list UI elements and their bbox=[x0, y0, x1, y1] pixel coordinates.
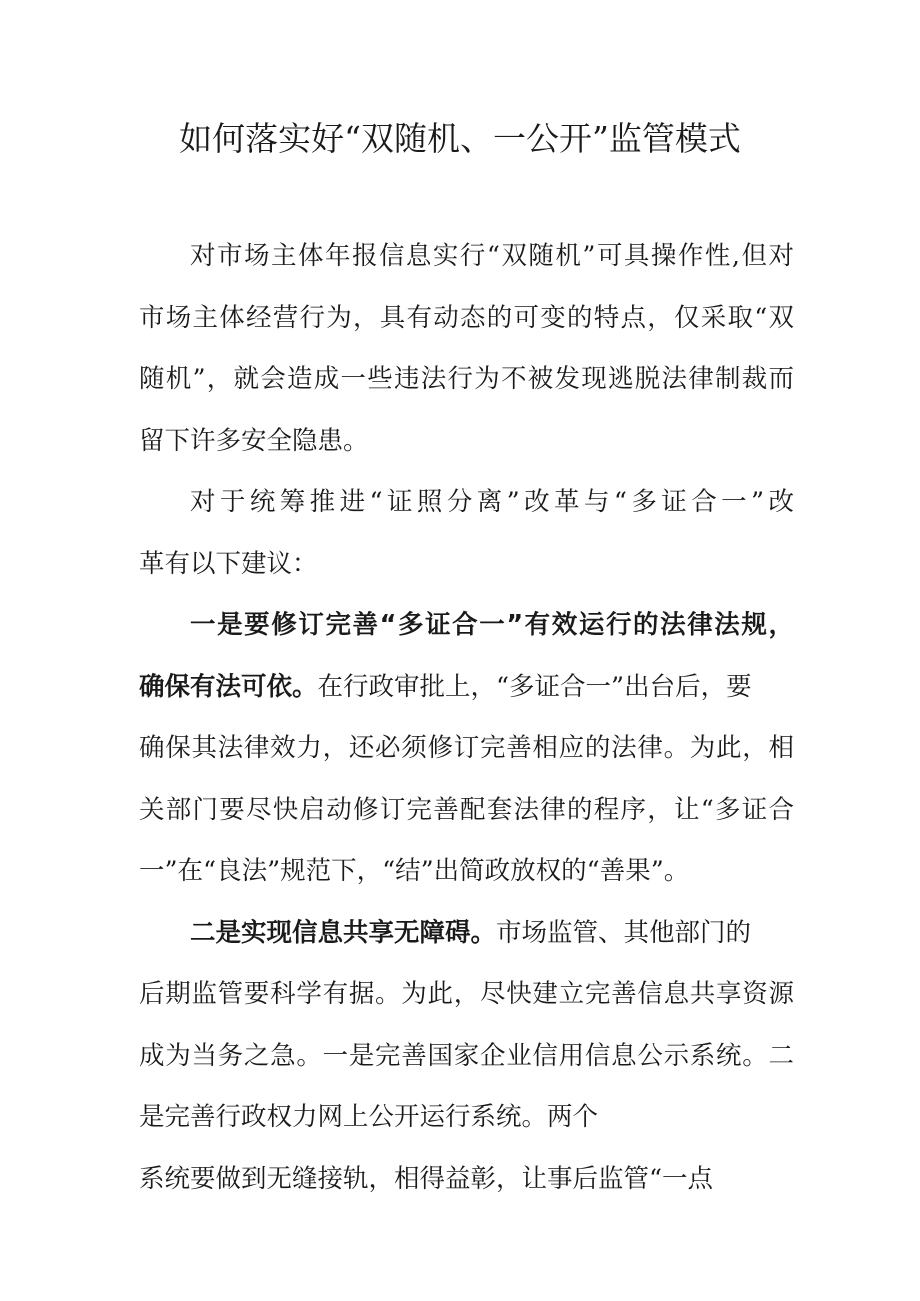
paragraph-3-line-2-text: 在行政审批上，“多证合一”出台后，要 bbox=[317, 671, 752, 702]
paragraph-1-line-1: 对市场主体年报信息实行“双随机”可具操作性,但对 bbox=[190, 241, 794, 271]
paragraph-3-bold-heading: 一是要修订完善“多证合一”有效运行的法律法规， bbox=[190, 610, 794, 640]
paragraph-1-line-4: 留下许多安全隐患。 bbox=[139, 425, 369, 456]
paragraph-4-line-4: 是完善行政权力网上公开运行系统。两个 bbox=[139, 1102, 599, 1132]
paragraph-3-bold-heading-end: 确保有法可依。 bbox=[139, 671, 318, 702]
paragraph-4-line-3: 成为当务之急。一是完善国家企业信用信息公示系统。二 bbox=[139, 1040, 794, 1071]
paragraph-3-line-3: 确保其法律效力，还必须修订完善相应的法律。为此，相 bbox=[139, 733, 794, 763]
paragraph-3-line-5: 一”在“良法”规范下，“结”出简政放权的“善果”。 bbox=[139, 856, 690, 886]
paragraph-4-line-5: 系统要做到无缝接轨，相得益彰，让事后监管“一点 bbox=[139, 1163, 714, 1194]
paragraph-4-line-1-text: 市场监管、其他部门的 bbox=[496, 917, 752, 948]
paragraph-4-line-1 bbox=[139, 907, 794, 969]
paragraph-1-line-2: 市场主体经营行为，具有动态的可变的特点，仅采取“双 bbox=[139, 302, 794, 333]
document-body bbox=[139, 230, 794, 1214]
paragraph-4-line-2: 后期监管要科学有据。为此，尽快建立完善信息共享资源 bbox=[139, 979, 794, 1009]
paragraph-2-line-1: 对于统筹推进“证照分离”改革与“多证合一”改 bbox=[190, 487, 794, 517]
paragraph-3-line-4: 关部门要尽快启动修订完善配套法律的程序，让“多证合 bbox=[139, 794, 794, 825]
paragraph-1-line-3: 随机”，就会造成一些违法行为不被发现逃脱法律制裁而 bbox=[139, 364, 794, 394]
paragraph-2-line-2: 革有以下建议： bbox=[139, 548, 318, 579]
paragraph-3-line-2 bbox=[139, 661, 794, 723]
document-title: 如何落实好“双随机、一公开”监管模式 bbox=[179, 119, 741, 158]
paragraph-4-bold-heading: 二是实现信息共享无障碍。 bbox=[190, 917, 497, 948]
